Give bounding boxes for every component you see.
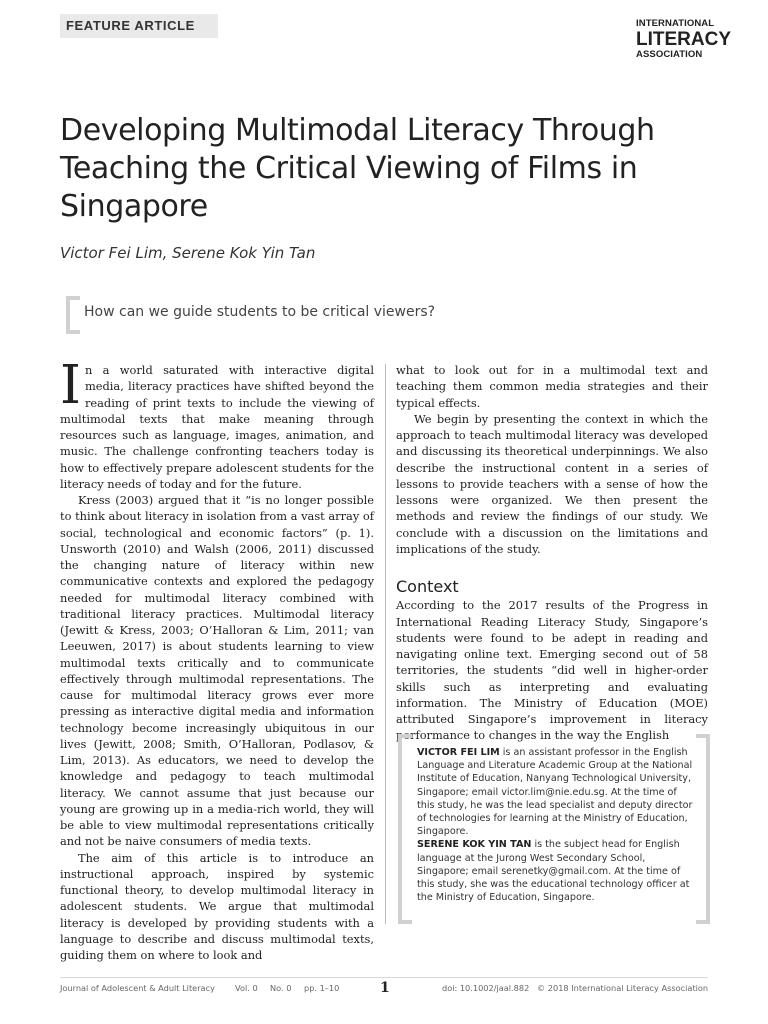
author-bio-text: is an assistant professor in the English Language and Literature Academic Group at the National Institute of Education, Nanyang Technological University, Singapore; email victor.lim@nie.edu.sg. At the time of this study, he was the lead specialist and deputy director of technologies for learning at the Ministry of Education, Singapore.: [417, 747, 693, 838]
footer-journal: Journal of Adolescent & Adult Literacy: [60, 983, 215, 993]
footer-number: No. 0: [270, 983, 292, 993]
body-paragraph: n a world saturated with interactive digital media, literacy practices have shifted beyond the reading of print texts to include the viewing of multimodal texts that make meaning through resources such as language, images, animation, and music. The challenge confronting teachers today is how to effectively prepare adolescent students for the literacy needs of today and for the future.: [60, 363, 374, 491]
body-paragraph: The aim of this article is to introduce an instructional approach, inspired by systemic functional theory, to develop multimodal literacy in adolescent students. We argue that multimodal literacy is developed by providing students with a language to describe and discuss multimodal texts, guiding them on where to look and: [60, 850, 374, 962]
author-bio-name: VICTOR FEI LIM: [417, 747, 500, 758]
pull-quote: How can we guide students to be critical viewers?: [84, 304, 436, 320]
article-title: Developing Multimodal Literacy Through Teaching the Critical Viewing of Films in Singapore: [60, 113, 655, 224]
footer-copyright: © 2018 International Literacy Association: [537, 983, 709, 993]
author-bio-name: SERENE KOK YIN TAN: [417, 839, 532, 851]
author-bio-text: is the subject head for English language at the Jurong West Secondary School, Singapore; email serenetky@gmail.com. At the time of this study, she was the educational technology officer at the Ministry of Education, Singapore.: [417, 839, 690, 904]
ila-logo: [636, 18, 731, 60]
author-bio: [417, 746, 693, 838]
body-paragraph: what to look out for in a multimodal text and teaching them common media strategies and their typical effects.: [396, 363, 708, 410]
bio-bracket-left-icon: [398, 734, 412, 924]
body-paragraph: According to the 2017 results of the Progress in International Reading Literacy Study, Singapore’s students were found to be adept in reading and navigating online text. Emerging second out of 58 territories, the students “did well in higher-order skills such as interpreting and evaluating information. The Ministry of Education (MOE) attributed Singapore’s improvement in literacy performance to changes in the way the English: [396, 598, 708, 743]
page-number: 1: [380, 980, 390, 996]
footer-pages: pp. 1–10: [304, 983, 340, 993]
section-label-bar: [60, 14, 218, 38]
author-bios: [417, 746, 693, 904]
body-paragraph: Kress (2003) argued that it “is no longer possible to think about literacy in isolation from a vast array of social, technological and economic factors” (p. 1). Unsworth (2010) and Walsh (2006, 2011) discussed the changing nature of literacy within new communicative contexts and explored the pedagogy needed for multimodal literacy combined with traditional literacy practices. Multimodal literacy (Jewitt & Kress, 2003; O’Halloran & Lim, 2011; van Leeuwen, 2017) is about students learning to view multimodal texts critically and to communicate effectively through multimodal representations. The cause for multimodal literacy grows ever more pressing as interactive digital media and information technology become increasingly ubiquitous in our lives (Jewitt, 2008; Smith, O’Halloran, Podlasov, & Lim, 2013). As educators, we need to develop the knowledge and pedagogy to teach multimodal literacy. We cannot assume that just because our young are growing up in a media-rich world, they will be able to view multimodal representations critically and not be naive consumers of media texts.: [60, 493, 374, 849]
body-column-right: [396, 362, 708, 744]
author-bio: [417, 838, 693, 904]
drop-cap: I: [60, 355, 81, 416]
logo-line-3: ASSOCIATION: [636, 48, 703, 60]
pull-quote-bracket-icon: [66, 296, 80, 334]
body-column-left: [60, 355, 374, 963]
body-paragraph: We begin by presenting the context in which the approach to teach multimodal literacy was developed and discussing its theoretical underpinnings. We also describe the instructional content in a series of lessons to provide teachers with a sense of how the lessons were organized. We then present the methods and review the findings of our study. We conclude with a discussion on the limitations and implications of the study.: [396, 411, 708, 556]
logo-line-1: INTERNATIONAL: [636, 18, 715, 29]
section-label: FEATURE ARTICLE: [66, 18, 195, 33]
footer-volume: Vol. 0: [235, 983, 258, 993]
column-divider: [385, 364, 386, 924]
footer-rule: [60, 977, 708, 978]
logo-line-2: LITERACY: [636, 28, 731, 50]
bio-bracket-right-icon: [696, 734, 710, 924]
section-heading: Context: [396, 577, 459, 596]
article-authors: Victor Fei Lim, Serene Kok Yin Tan: [60, 244, 316, 262]
footer-doi: doi: 10.1002/jaal.882: [442, 983, 530, 993]
